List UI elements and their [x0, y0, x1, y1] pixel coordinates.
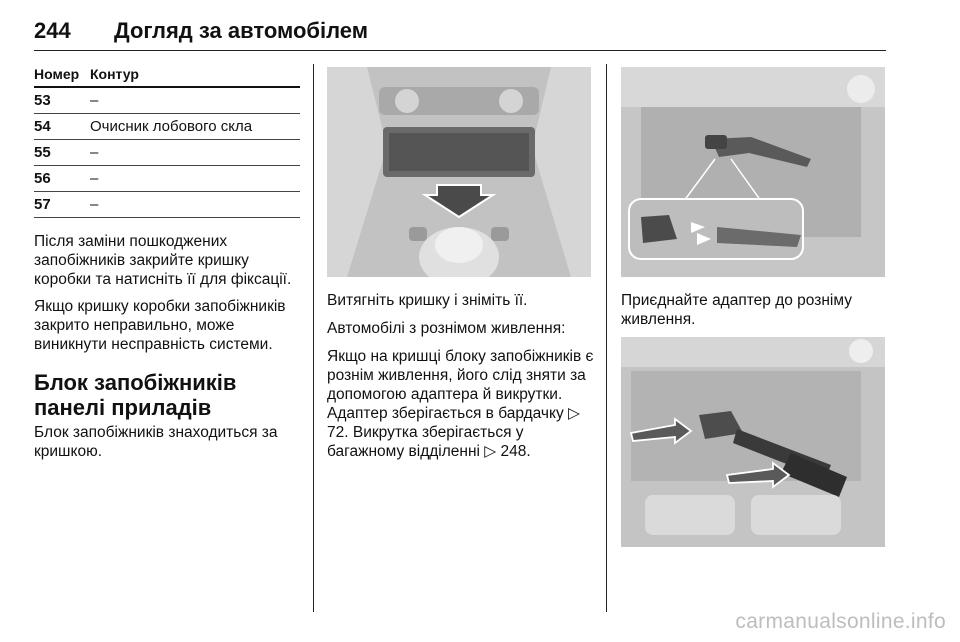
fuse-circuit: – [90, 92, 99, 109]
fuse-table-header [34, 64, 300, 88]
instruction-text: . [526, 443, 531, 460]
triangle-right-outline-icon: ▷ [484, 443, 497, 460]
instruction-text: Якщо на кришці блоку запобіжників є рознім живлення, його слід зняти за допомогою адаптера й викрутки. Адаптер зберігається в бардачку [327, 348, 594, 422]
column-divider [313, 64, 314, 612]
triangle-right-outline-icon: ▷ [568, 405, 580, 422]
table-header-number: Номер [34, 66, 80, 82]
section-title: Блок запобіжників панелі приладів [34, 370, 237, 420]
table-header-circuit: Контур [90, 66, 139, 82]
figure-remove-cover [327, 67, 591, 277]
table-row [34, 192, 300, 218]
fuse-circuit: – [90, 170, 99, 187]
page-header [34, 18, 886, 51]
middle-column-text [327, 291, 595, 470]
instruction-text: . Викрутка зберігається у багажному відділенні [327, 424, 524, 460]
table-row [34, 114, 300, 140]
page-reference: 72 [327, 424, 345, 441]
paragraph-connect-adapter: Приєднайте адаптер до розніму живлення. [621, 292, 852, 328]
chapter-title: Догляд за автомобілем [114, 18, 369, 43]
table-row [34, 166, 300, 192]
page-reference: 248 [500, 443, 527, 460]
page-number: 244 [34, 18, 71, 43]
fuse-number: 53 [34, 92, 51, 109]
fuse-number: 55 [34, 144, 51, 161]
fuse-circuit: Очисник лобового скла [90, 118, 253, 135]
watermark: carmanualsonline.info [735, 610, 946, 633]
paragraph-fuse-location: Блок запобіжників знаходиться за кришкою. [34, 424, 278, 460]
paragraph-power-socket-heading: Автомобілі з рознімом живлення: [327, 320, 566, 337]
paragraph-power-socket-instructions [327, 347, 595, 461]
fuse-number: 56 [34, 170, 51, 187]
paragraph-close-cover: Після заміни пошкоджених запобіжників закрийте кришку коробки та натисніть її для фіксації. [34, 233, 292, 288]
column-divider [606, 64, 607, 612]
paragraph-remove-cover: Витягніть кришку і зніміть її. [327, 292, 528, 309]
left-column [34, 64, 300, 461]
table-row [34, 140, 300, 166]
fuse-circuit: – [90, 196, 99, 213]
fuse-circuit: – [90, 144, 99, 161]
fuse-number: 57 [34, 196, 51, 213]
right-column-text [621, 291, 887, 338]
figure-adapter-detail [621, 67, 885, 277]
figure-remove-connector [621, 337, 885, 547]
paragraph-cover-warning: Якщо кришку коробки запобіжників закрито неправильно, може виникнути несправність системи. [34, 298, 286, 353]
table-row [34, 88, 300, 114]
fuse-number: 54 [34, 118, 51, 135]
